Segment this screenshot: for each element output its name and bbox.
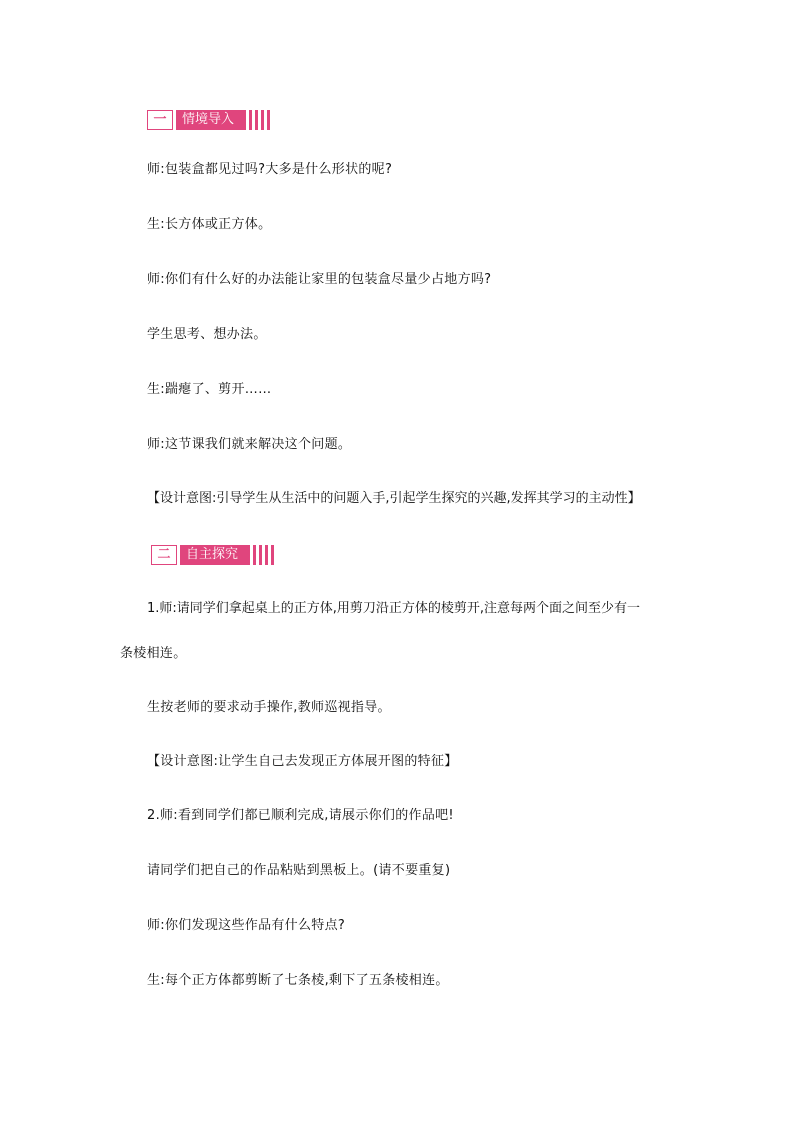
paragraph-line: 生:每个正方体都剪断了七条棱,剩下了五条棱相连。 bbox=[147, 973, 449, 988]
paragraph-line: 师:你们有什么好的办法能让家里的包装盒尽量少占地方吗? bbox=[147, 272, 492, 287]
section-decoration-stripes bbox=[253, 545, 277, 565]
paragraph-line: 师:包装盒都见过吗?大多是什么形状的呢? bbox=[147, 162, 393, 177]
paragraph-line: 师:这节课我们就来解决这个问题。 bbox=[147, 437, 352, 452]
paragraph-line: 条棱相连。 bbox=[120, 646, 187, 661]
paragraph-line: 学生思考、想办法。 bbox=[147, 327, 267, 342]
paragraph-line: 请同学们把自己的作品粘贴到黑板上。(请不要重复) bbox=[147, 863, 451, 878]
design-intent-note: 【设计意图:引导学生从生活中的问题入手,引起学生探究的兴趣,发挥其学习的主动性】 bbox=[147, 491, 641, 506]
section-title-2: 自主探究 bbox=[180, 545, 250, 565]
paragraph-line: 生:踹瘪了、剪开…… bbox=[147, 382, 272, 397]
paragraph-line: 2.师:看到同学们都已顺利完成,请展示你们的作品吧! bbox=[147, 808, 454, 823]
paragraph-line: 1.师:请同学们拿起桌上的正方体,用剪刀沿正方体的棱剪开,注意每两个面之间至少有一 bbox=[147, 601, 641, 616]
section-number-1: 一 bbox=[147, 110, 173, 130]
paragraph-line: 生:长方体或正方体。 bbox=[147, 217, 272, 232]
section-number-2: 二 bbox=[151, 545, 177, 565]
section-decoration-stripes bbox=[249, 110, 273, 130]
section-header-1 bbox=[147, 110, 273, 130]
section-title-1: 情境导入 bbox=[176, 110, 246, 130]
section-header-2 bbox=[151, 545, 277, 565]
paragraph-line: 师:你们发现这些作品有什么特点? bbox=[147, 918, 346, 933]
design-intent-note: 【设计意图:让学生自己去发现正方体展开图的特征】 bbox=[147, 754, 458, 769]
paragraph-line: 生按老师的要求动手操作,教师巡视指导。 bbox=[147, 700, 391, 715]
